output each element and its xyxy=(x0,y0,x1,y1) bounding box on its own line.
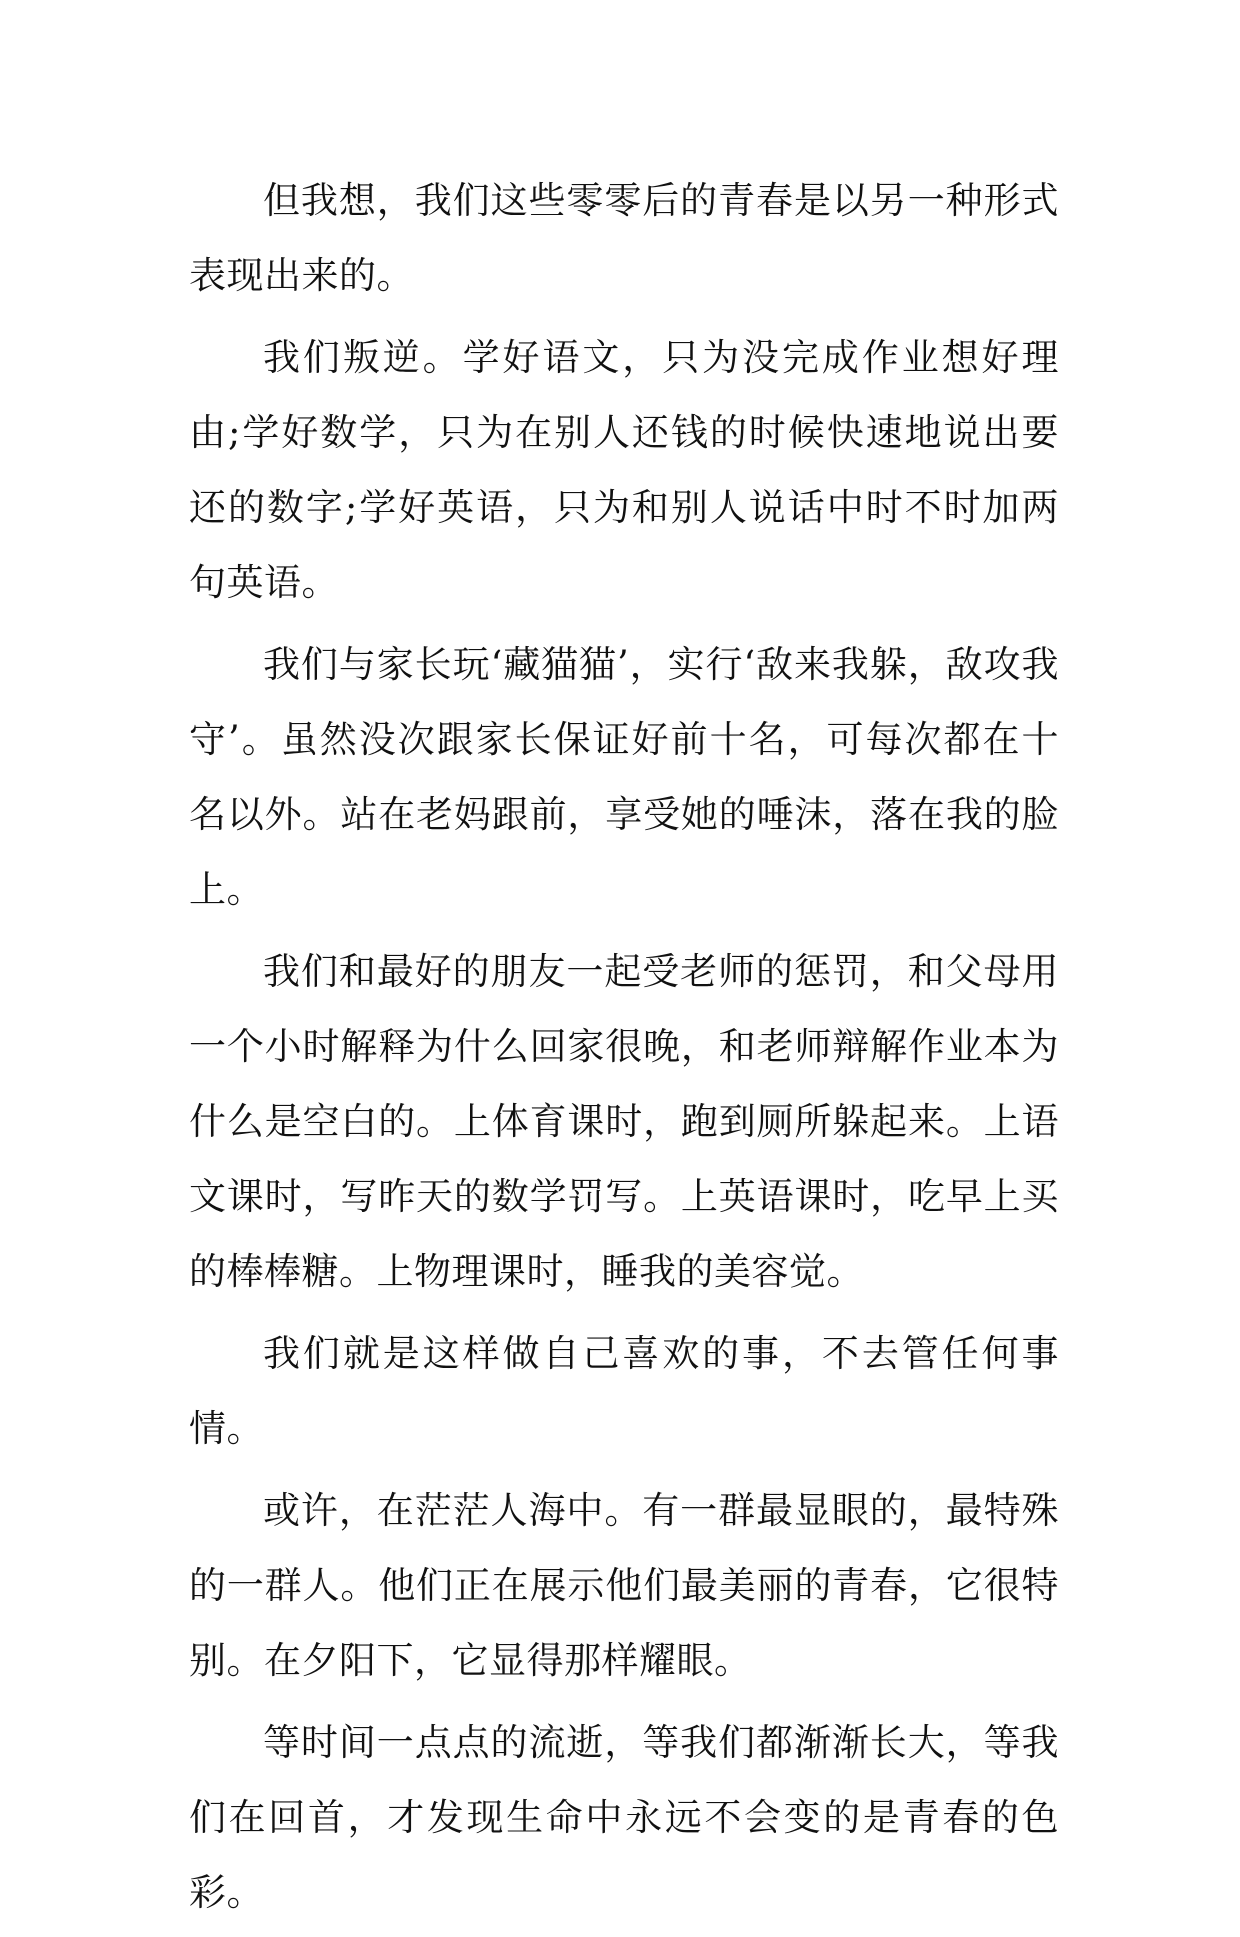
paragraph-6: 或许，在茫茫人海中。有一群最显眼的，最特殊的一群人。他们正在展示他们最美丽的青春，它很特别。在夕阳下，它显得那样耀眼。 xyxy=(189,1489,1059,1682)
paragraph-3: 我们与家长玩‘藏猫猫’，实行‘敌来我躲，敌攻我守’。虽然没次跟家长保证好前十名，可每次都在十名以外。站在老妈跟前，享受她的唾沫，落在我的脸上。 xyxy=(189,643,1059,911)
paragraph-5: 我们就是这样做自己喜欢的事，不去管任何事情。 xyxy=(189,1332,1059,1450)
paragraph-7: 等时间一点点的流逝，等我们都渐渐长大，等我们在回首，才发现生命中永远不会变的是青春的色彩。 xyxy=(189,1721,1059,1914)
paragraph-1: 但我想，我们这些零零后的青春是以另一种形式表现出来的。 xyxy=(189,179,1059,297)
body-text xyxy=(189,163,1059,1937)
paragraph-2: 我们叛逆。学好语文，只为没完成作业想好理由;学好数学，只为在别人还钱的时候快速地说出要还的数字;学好英语，只为和别人说话中时不时加两句英语。 xyxy=(189,336,1059,604)
paragraph-4: 我们和最好的朋友一起受老师的惩罚，和父母用一个小时解释为什么回家很晚，和老师辩解作业本为什么是空白的。上体育课时，跑到厕所躲起来。上语文课时，写昨天的数学罚写。上英语课时，吃早上买的棒棒糖。上物理课时，睡我的美容觉。 xyxy=(189,950,1059,1293)
